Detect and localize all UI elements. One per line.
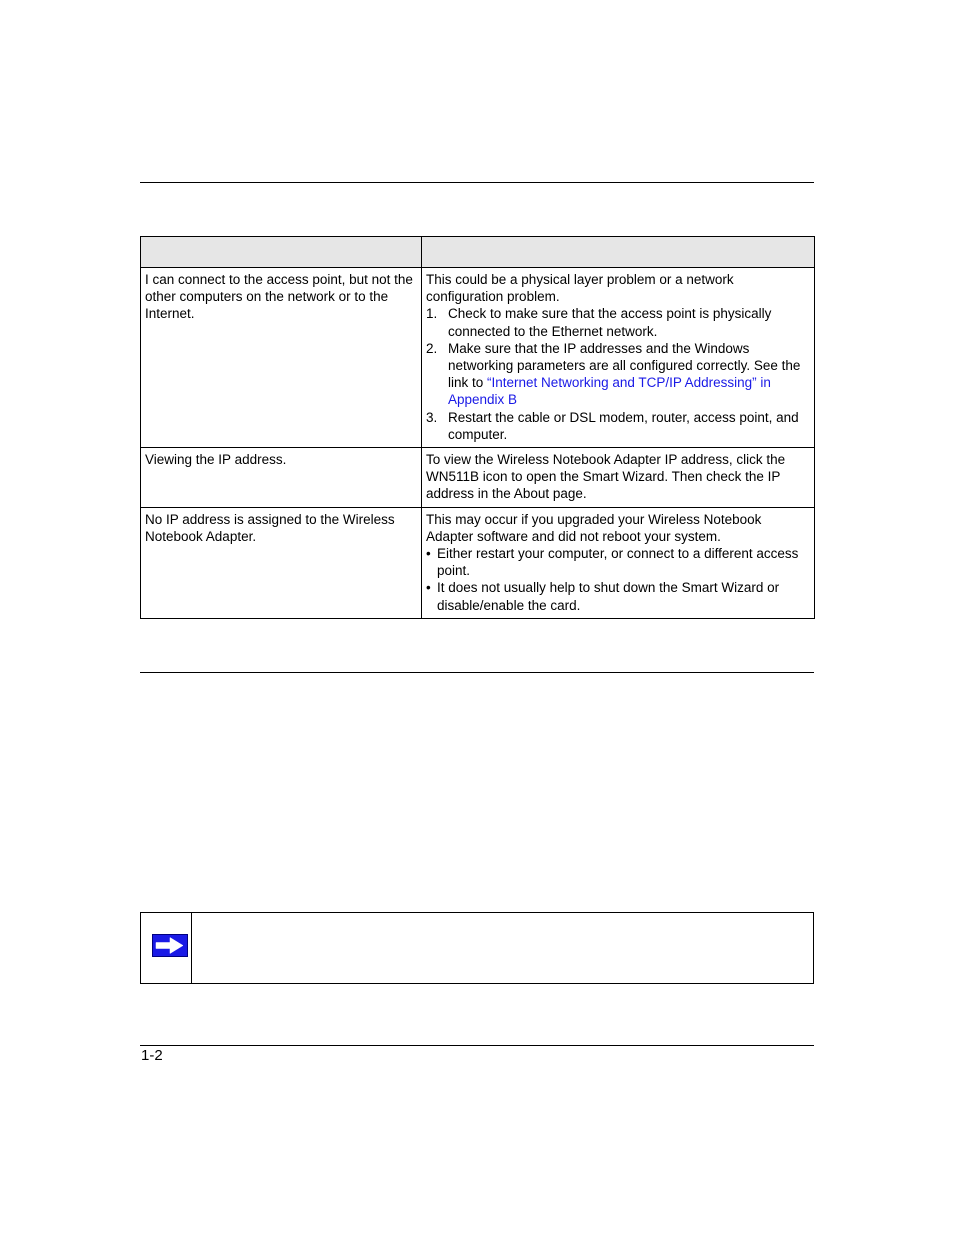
problem-text: No IP address is assigned to the Wireless Notebook Adapter. [145, 511, 395, 544]
step-text: Restart the cable or DSL modem, router, access point, and computer. [448, 409, 799, 442]
problem-cell [141, 268, 422, 448]
step-number: 3. [426, 409, 438, 425]
solution-intro: This may occur if you upgraded your Wireless Notebook Adapter software and did not reboot your system. [426, 511, 762, 544]
problem-text: Viewing the IP address. [145, 452, 287, 468]
table-header-cell-problem [141, 237, 422, 268]
appendix-b-link[interactable]: “Internet Networking and TCP/IP Addressing” in Appendix B [448, 375, 771, 408]
bullet-list [426, 545, 810, 614]
problem-cell [141, 448, 422, 508]
problem-cell [141, 507, 422, 618]
solution-cell [422, 268, 815, 448]
list-item [426, 545, 810, 579]
solution-intro: To view the Wireless Notebook Adapter IP address, click the WN511B icon to open the Smart Wizard. Then check the IP address in the About page. [426, 452, 786, 502]
list-item [426, 305, 810, 339]
table-header-row [141, 237, 815, 268]
solution-intro: This could be a physical layer problem or a network configuration problem. [426, 272, 734, 305]
table-header-cell-solution [422, 237, 815, 268]
solution-cell [422, 448, 815, 508]
note-box [140, 912, 814, 984]
bullet-glyph: • [426, 580, 431, 596]
troubleshooting-table [140, 236, 815, 619]
header-rule [140, 182, 814, 183]
list-item [426, 409, 810, 443]
step-number: 2. [426, 340, 438, 356]
footer-rule [140, 1045, 814, 1046]
table-row [141, 268, 815, 448]
note-icon-cell [141, 913, 192, 983]
list-item [426, 340, 810, 409]
table-row [141, 448, 815, 508]
arrow-right-icon [152, 934, 188, 957]
problem-text: I can connect to the access point, but not the other computers on the network or to the Internet. [145, 272, 413, 322]
solution-cell [422, 507, 815, 618]
step-text: Check to make sure that the access point is physically connected to the Ethernet network. [448, 306, 772, 339]
bullet-glyph: • [426, 546, 431, 562]
step-text: Make sure that the IP addresses and the Windows networking parameters are all configured correctly. See the link to [448, 340, 801, 391]
bullet-text: Either restart your computer, or connect to a different access point. [437, 546, 799, 579]
table-row [141, 507, 815, 618]
bullet-text: It does not usually help to shut down the Smart Wizard or disable/enable the card. [437, 580, 780, 613]
list-item [426, 579, 810, 613]
step-number: 1. [426, 306, 438, 322]
page-number: 1-2 [141, 1047, 163, 1064]
steps-list [426, 305, 810, 443]
section-rule [140, 672, 814, 673]
